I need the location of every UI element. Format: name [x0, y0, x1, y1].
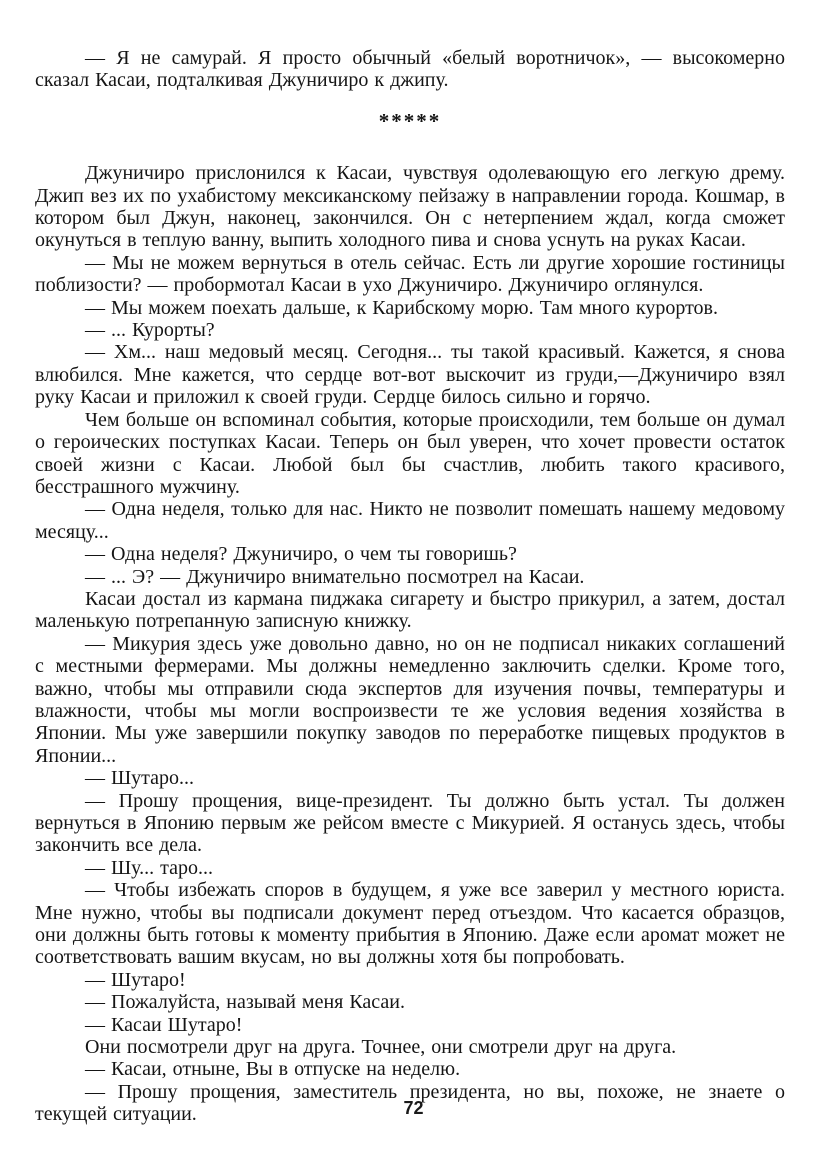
page-number: 72 [403, 1098, 424, 1118]
paragraphs-main [35, 162, 785, 1125]
paragraph: — Микурия здесь уже довольно давно, но он не подписал никаких соглашений с местными фермерами. Мы должны немедленно заключить сделки. Кроме того, важно, чтобы мы отправили сюда экспертов для изучения почвы, температуры и влажности, чтобы мы могли воспроизвести те же условия ведения хозяйства в Японии. Мы уже завершили покупку заводов по переработке пищевых продуктов в Японии... [35, 632, 785, 767]
paragraph: Джуничиро прислонился к Касаи, чувствуя одолевающую его легкую дрему. Джип вез их по ухабистому мексиканскому пейзажу в направлении города. Кошмар, в котором был Джун, наконец, закончился. Он с нетерпением ждал, когда сможет окунуться в теплую ванну, выпить холодного пива и снова уснуть на руках Касаи. [35, 162, 785, 252]
scene-separator: ***** [378, 108, 442, 133]
paragraph: — ... Э? — Джуничиро внимательно посмотрел на Касаи. [85, 565, 585, 588]
paragraph: — Касаи, отныне, Вы в отпуске на неделю. [85, 1058, 461, 1081]
paragraph: Касаи достал из кармана пиджака сигарету и быстро прикурил, а затем, достал маленькую потрепанную записную книжку. [35, 587, 785, 633]
paragraph: — Прошу прощения, вице-президент. Ты должно быть устал. Ты должен вернуться в Японию первым же рейсом вместе с Микурией. Я останусь здесь, чтобы закончить все дела. [35, 789, 785, 857]
paragraph: — ... Курорты? [85, 319, 215, 342]
paragraph: — Шутаро... [85, 767, 195, 790]
paragraph: Чем больше он вспоминал события, которые происходили, тем больше он думал о героических поступках Касаи. Теперь он был уверен, что хочет провести остаток своей жизни с Касаи. Любой был бы счастлив, любить такого красивого, бесстрашного мужчину. [35, 408, 785, 498]
paragraphs-top [35, 47, 785, 92]
paragraph: — Шу... таро... [85, 856, 214, 879]
paragraph: — Шутаро! [85, 968, 186, 991]
paragraph: — Чтобы избежать споров в будущем, я уже все заверил у местного юриста. Мне нужно, чтобы вы подписали документ перед отъездом. Что касается образцов, они должны быть готовы к моменту прибытия в Японию. Даже если аромат может не соответствовать вашим вкусам, но вы должны хотя бы попробовать. [35, 879, 785, 969]
paragraph: — Пожалуйста, называй меня Касаи. [85, 991, 406, 1014]
paragraph: — Одна неделя, только для нас. Никто не позволит помешать нашему медовому месяцу... [35, 498, 785, 543]
paragraph: — Мы не можем вернуться в отель сейчас. Есть ли другие хорошие гостиницы поблизости? — пробормотал Касаи в ухо Джуничиро. Джуничиро оглянулся. [35, 251, 785, 297]
paragraph: — Одна неделя? Джуничиро, о чем ты говоришь? [85, 543, 517, 566]
page-content [35, 47, 785, 1126]
paragraph: — Прошу прощения, заместитель президента, но вы, похоже, не знаете о текущей ситуации. [35, 1080, 785, 1126]
paragraph: — Хм... наш медовый месяц. Сегодня... ты такой красивый. Кажется, я снова влюбился. Мне кажется, что сердце вот-вот выскочит из груди,—Джуничиро взял руку Касаи и приложил к своей груди. Сердце билось сильно и горячо. [35, 341, 785, 409]
paragraph: — Мы можем поехать дальше, к Карибскому морю. Там много курортов. [85, 296, 718, 319]
paragraph: — Я не самурай. Я просто обычный «белый воротничок», — высокомерно сказал Касаи, подталкивая Джуничиро к джипу. [35, 47, 785, 92]
paragraph: — Касаи Шутаро! [85, 1013, 243, 1036]
paragraph: Они посмотрели друг на друга. Точнее, они смотрели друг на друга. [85, 1036, 677, 1059]
